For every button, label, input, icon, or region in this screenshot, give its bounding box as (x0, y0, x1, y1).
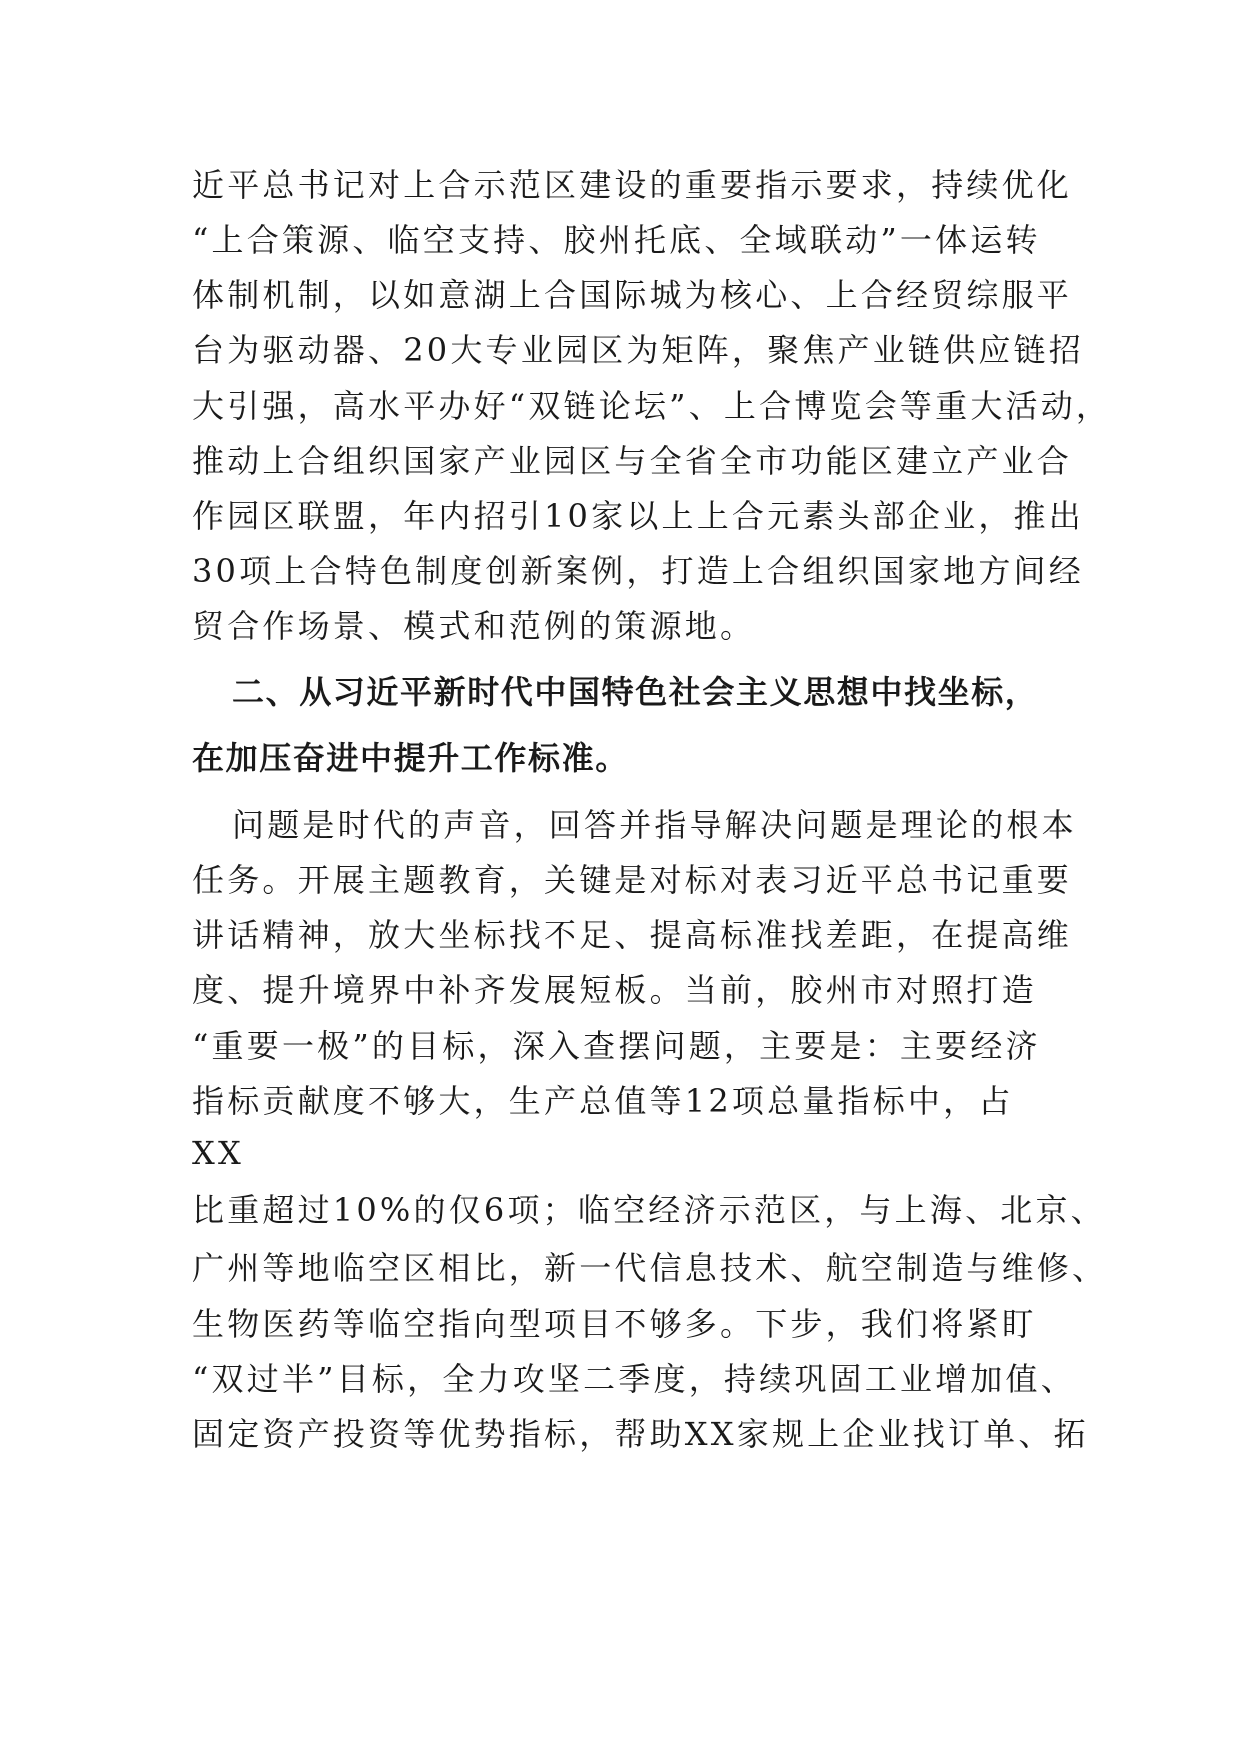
body-line: 讲话精神，放大坐标找不足、提高标准找差距，在提高维 (192, 916, 1073, 954)
section-heading: 在加压奋进中提升工作标准。 (192, 739, 629, 777)
body-line: 贸合作场景、模式和范例的策源地。 (192, 607, 756, 645)
body-line: “重要一极”的目标，深入查摆问题，主要是：主要经济 (192, 1027, 1041, 1065)
body-line: 广州等地临空区相比，新一代信息技术、航空制造与维修、 (192, 1249, 1108, 1287)
body-line: 比重超过10%的仅6项；临空经济示范区，与上海、北京、 (192, 1191, 1106, 1229)
body-line: 近平总书记对上合示范区建设的重要指示要求，持续优化 (192, 166, 1073, 204)
body-line: “双过半”目标，全力攻坚二季度，持续巩固工业增加值、 (192, 1360, 1076, 1398)
body-line: 任务。开展主题教育，关键是对标对表习近平总书记重要 (192, 861, 1073, 899)
body-line: 固定资产投资等优势指标，帮助XX家规上企业找订单、拓 (192, 1415, 1089, 1453)
body-line: 问题是时代的声音，回答并指导解决问题是理论的根本 (232, 806, 1077, 844)
body-line: 指标贡献度不够大，生产总值等12项总量指标中，占 (192, 1082, 1014, 1120)
body-line: “上合策源、临空支持、胶州托底、全域联动”一体运转 (192, 221, 1041, 259)
body-line: 30项上合特色制度创新案例，打造上合组织国家地方间经 (192, 552, 1084, 590)
body-line: XX (192, 1134, 244, 1172)
body-line: 大引强，高水平办好“双链论坛”、上合博览会等重大活动， (192, 387, 1112, 425)
body-line: 台为驱动器、20大专业园区为矩阵，聚焦产业链供应链招 (192, 331, 1084, 369)
section-heading: 二、从习近平新时代中国特色社会主义思想中找坐标， (232, 673, 1039, 711)
body-line: 推动上合组织国家产业园区与全省全市功能区建立产业合 (192, 442, 1073, 480)
body-line: 体制机制，以如意湖上合国际城为核心、上合经贸综服平 (192, 276, 1073, 314)
body-line: 作园区联盟，年内招引10家以上上合元素头部企业，推出 (192, 497, 1084, 535)
body-line: 度、提升境界中补齐发展短板。当前，胶州市对照打造 (192, 971, 1037, 1009)
body-line: 生物医药等临空指向型项目不够多。下步，我们将紧盯 (192, 1305, 1037, 1343)
